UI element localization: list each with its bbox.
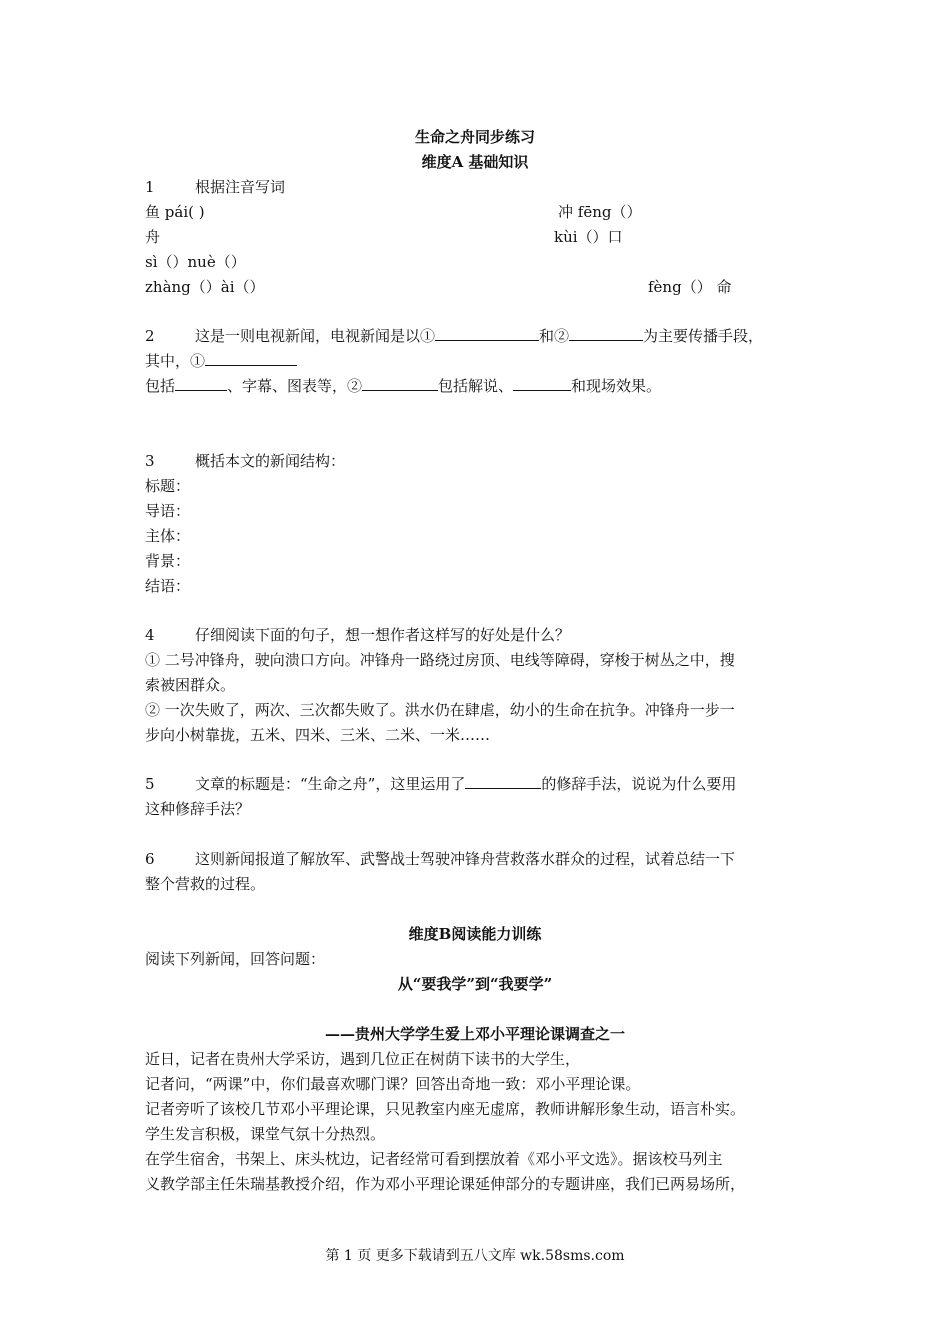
structure-field-background: 背景： [145,552,191,570]
answer-blank[interactable] [362,376,438,391]
pinyin-item: kùi（）口 [554,228,623,246]
question-1 [145,177,285,197]
pinyin-item: 舟 [145,228,161,246]
question-number: 6 [145,850,155,868]
question-number: 2 [145,327,155,345]
answer-blank[interactable] [205,351,297,366]
pinyin-item: fèng（） 命 [648,278,732,296]
page-title: 生命之舟同步练习 [414,128,535,146]
question-2-line-2 [145,351,297,371]
page-footer: 第 1 页 更多下载请到五八文库 wk.58sms.com [325,1248,625,1264]
structure-field-body: 主体： [145,527,191,545]
question-5-line-2: 这种修辞手法？ [145,800,251,818]
sentence-2-cont: 步向小树靠拢，五米、四米、三米、二米、一米…… [145,726,491,744]
article-paragraph: 近日，记者在贵州大学采访，遇到几位正在树荫下读书的大学生， [145,1050,581,1068]
question-text: 和现场效果。 [571,377,662,395]
question-text: 的修辞手法，说说为什么要用 [541,775,737,793]
reading-prompt: 阅读下列新闻，回答问题： [145,950,326,968]
question-6 [145,849,735,869]
question-number: 4 [145,626,155,644]
question-text: 包括 [145,377,176,395]
article-subhead: ——贵州大学学生爱上邓小平理论课调查之一 [324,1025,625,1043]
question-text: 这是一则电视新闻，电视新闻是以① [195,327,436,345]
section-a-heading: 维度A 基础知识 [421,153,529,171]
question-text: 其中，① [145,352,206,370]
article-paragraph-cont: 学生发言积极，课堂气氛十分热烈。 [145,1125,386,1143]
question-text: 、字幕、图表等，② [227,377,363,395]
question-number: 3 [145,452,155,470]
article-paragraph: 在学生宿舍，书架上、床头枕边，记者经常可看到摆放着《邓小平文选》。据该校马列主 [145,1150,723,1168]
answer-blank[interactable] [435,326,539,341]
answer-blank[interactable] [569,326,643,341]
pinyin-item: sì（）nuè（） [145,253,246,271]
question-6-line-2: 整个营救的过程。 [145,875,266,893]
pinyin-item: 鱼 pái( ) [145,203,205,221]
sentence-1-cont: 索被困群众。 [145,676,236,694]
question-number: 1 [145,178,155,196]
structure-field-lead: 导语： [145,502,191,520]
pinyin-item: zhàng（）ài（） [145,278,265,296]
article-paragraph: 记者旁听了该校几节邓小平理论课，只见教室内座无虚席，教师讲解形象生动，语言朴实。 [145,1100,746,1118]
question-5 [145,774,736,794]
answer-blank[interactable] [175,376,227,391]
question-text: 和② [539,327,570,345]
question-text: 这则新闻报道了解放军、武警战士驾驶冲锋舟营救落水群众的过程，试着总结一下 [195,850,736,868]
structure-field-title: 标题： [145,477,191,495]
structure-field-ending: 结语： [145,577,191,595]
question-4 [145,625,570,645]
sentence-2: ② 一次失败了，两次、三次都失败了。洪水仍在肆虐，幼小的生命在抗争。冲锋舟一步一 [145,701,735,719]
question-text: 文章的标题是：“生命之舟”，这里运用了 [195,775,466,793]
question-3 [145,451,345,471]
question-prompt: 概括本文的新闻结构： [195,452,346,470]
question-text: 为主要传播手段， [643,327,764,345]
answer-blank[interactable] [465,774,541,789]
answer-blank[interactable] [513,376,571,391]
section-b-heading: 维度B阅读能力训练 [408,925,542,943]
question-2-line-3 [145,376,661,396]
question-prompt: 根据注音写词 [195,178,286,196]
pinyin-item: 冲 fēng（） [558,203,642,221]
question-text: 包括解说、 [438,377,514,395]
article-headline: 从“要我学”到“我要学” [397,975,553,993]
article-paragraph: 记者问，“两课”中，你们最喜欢哪门课？回答出奇地一致：邓小平理论课。 [145,1075,641,1093]
sentence-1: ① 二号冲锋舟，驶向溃口方向。冲锋舟一路绕过房顶、电线等障碍，穿梭于树丛之中，搜 [145,651,735,669]
question-prompt: 仔细阅读下面的句子，想一想作者这样写的好处是什么？ [195,626,571,644]
question-number: 5 [145,775,155,793]
article-paragraph-cont: 义教学部主任朱瑞基教授介绍，作为邓小平理论课延伸部分的专题讲座，我们已两易场所， [145,1175,746,1193]
question-2 [145,326,763,346]
